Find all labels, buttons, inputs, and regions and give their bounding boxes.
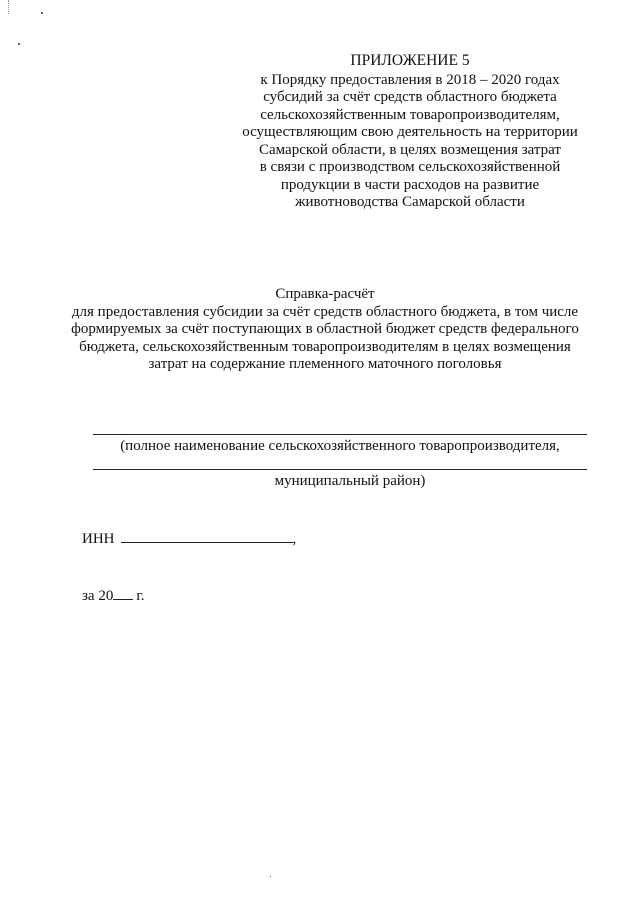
inn-row (82, 528, 296, 548)
year-suffix: г. (136, 588, 145, 604)
inn-label: ИНН (82, 531, 115, 547)
appendix-title: ПРИЛОЖЕНИЕ 5 (350, 52, 470, 69)
producer-district-field[interactable] (93, 469, 587, 470)
appendix-line: осуществляющим свою деятельность на территории (242, 124, 578, 140)
scan-speck (41, 12, 43, 14)
appendix-line: животноводства Самарской области (295, 194, 525, 210)
calculation-line: формируемых за счёт поступающих в областной бюджет средств федерального (71, 321, 579, 337)
year-field[interactable] (113, 585, 133, 600)
calculation-line: бюджета, сельскохозяйственным товаропроизводителям в целях возмещения (79, 338, 571, 355)
calculation-line: затрат на содержание племенного маточного поголовья (148, 356, 502, 372)
calculation-line: для предоставления субсидии за счёт средств областного бюджета, в том числе (71, 303, 579, 320)
year-row (82, 585, 145, 605)
appendix-line: сельскохозяйственным товаропроизводителям, (260, 106, 560, 123)
scan-edge-mark (0, 0, 9, 14)
scan-speck (270, 876, 271, 877)
producer-district-caption: муниципальный район) (274, 473, 426, 489)
inn-tail: , (292, 531, 297, 547)
appendix-line: продукции в части расходов на развитие (280, 176, 540, 193)
year-prefix: за 20 (82, 588, 114, 604)
appendix-line: к Порядку предоставления в 2018 – 2020 годах (260, 71, 560, 88)
appendix-line: субсидий за счёт средств областного бюджета (263, 89, 557, 105)
appendix-line: Самарской области, в целях возмещения затрат (259, 141, 561, 158)
appendix-header (240, 52, 580, 212)
producer-name-caption: (полное наименование сельскохозяйственного товаропроизводителя, (120, 438, 560, 454)
inn-field[interactable] (121, 528, 293, 543)
calculation-title: Справка-расчёт (275, 286, 375, 302)
appendix-line: в связи с производством сельскохозяйственной (259, 159, 561, 175)
producer-name-field[interactable] (93, 434, 587, 435)
scan-speck (18, 43, 20, 45)
calculation-heading (60, 286, 590, 374)
